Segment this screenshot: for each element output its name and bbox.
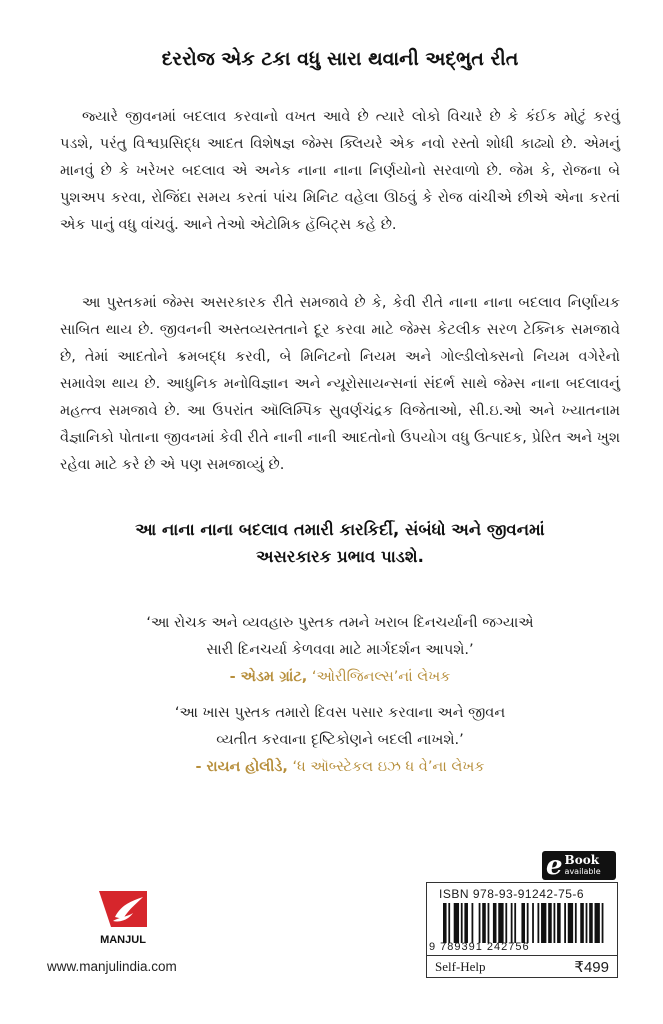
- publisher-name: MANJUL: [100, 934, 146, 946]
- price-label: ₹499: [574, 959, 609, 976]
- category-label: Self-Help: [435, 959, 486, 974]
- emphasis-line-1: આ નાના નાના બદલાવ તમારી કારકિર્દી, સંબંધો અને જીવનમાં: [135, 520, 545, 539]
- isbn-label: ISBN 978-93-91242-75-6: [439, 887, 585, 901]
- ebook-e-letter: e: [546, 850, 563, 881]
- ebook-available-label: available: [564, 866, 601, 876]
- emphasis-line-2: અસરકારક પ્રભાવ પાડશે.: [256, 547, 424, 566]
- quote-2-attribution: [60, 754, 620, 781]
- quote-1-attribution: [60, 664, 620, 691]
- endorsement-quote-1: [60, 610, 620, 691]
- isbn-barcode-box: [426, 882, 618, 978]
- manjul-logo-icon: [93, 887, 153, 947]
- ebook-book-label: Book: [564, 852, 600, 867]
- description-paragraph-2: આ પુસ્તકમાં જેમ્સ અસરકારક રીતે સમજાવે છે કે, કેવી રીતે નાના નાના બદલાવ નિર્ણાયક સાબિત થાય છે. જીવનની અસ્તવ્યસ્તતાને દૂર કરવા માટે જેમ્સ કેટલીક સરળ ટેક્નિક સમજાવે છે, તેમાં આદતોને ક્રમબદ્ધ કરવી, બે મિનિટનો નિયમ અને ગોલ્ડીલોક્સનો નિયમ વગેરેનો સમાવેશ થાય છે. આધુનિક મનોવિજ્ઞાન અને ન્યૂરોસાયન્સનાં સંદર્ભ સાથે જેમ્સ નાના બદલાવનું મહત્ત્વ સમજાવે છે. આ ઉપરાંત ઑલિમ્પિક સુવર્ણચંદ્રક વિજેતાઓ, સી.ઇ.ઓ અને ખ્યાતનામ વૈજ્ઞાનિકો પોતાના જીવનમાં કેવી રીતે નાની નાની આદતોનો ઉપયોગ વધુ ઉત્પાદક, પ્રેરિત અને ખુશ રહેવા માટે કરે છે એ પણ સમજાવ્યું છે.: [60, 295, 620, 473]
- quote-1-author-work: ‘ઓરીજિનલ્સ’નાં લેખક: [311, 669, 451, 685]
- quote-1-author: - એડમ ગ્રાંટ,: [229, 669, 308, 685]
- quote-1-line-1: ‘આ રોચક અને વ્યવહારુ પુસ્તક તમને ખરાબ દિનચર્યાની જગ્યાએ: [146, 615, 534, 631]
- quote-1-line-2: સારી દિનચર્યા કેળવવા માટે માર્ગદર્શન આપશે.’: [206, 642, 474, 658]
- ebook-available-badge: [542, 851, 616, 880]
- quote-2-author-work: ‘ધ ઑબ્સ્ટેકલ ઇઝ ધ વે’ના લેખક: [292, 759, 485, 775]
- quote-2-line-2: વ્યતીત કરવાના દૃષ્ટિકોણને બદલી નાખશે.’: [216, 732, 464, 748]
- barcode-icon: [443, 903, 607, 943]
- description-paragraph-1: જ્યારે જીવનમાં બદલાવ કરવાનો વખત આવે છે ત્યારે લોકો વિચારે છે કે કંઈક મોટું કરવું પડશે, પરંતુ વિશ્વપ્રસિદ્ધ આદત વિશેષજ્ઞ જેમ્સ ક્લિયરે એક નવો રસ્તો શોધી કાઢ્યો છે. એમનું માનવું છે કે ખરેખર બદલાવ એ અનેક નાના નાના નિર્ણયોનો સરવાળો છે. જેમ કે, રોજના બે પુશઅપ કરવા, રોજિંદા સમય કરતાં પાંચ મિનિટ વહેલા ઊઠવું કે રોજ વાંચીએ છીએ એના કરતાં એક પાનું વધુ વાંચવું. આને તેઓ એટોમિક હૅબિટ્સ કહે છે.: [60, 109, 620, 233]
- isbn-footer: [427, 955, 617, 978]
- endorsement-quote-2: [60, 700, 620, 781]
- barcode-numbers: 9 789391 242756: [429, 941, 530, 953]
- publisher-website: www.manjulindia.com: [47, 959, 177, 974]
- book-tagline-heading: દરરોજ એક ટકા વધુ સારા થવાની અદ્ભુત રીત: [161, 48, 519, 70]
- quote-2-line-1: ‘આ ખાસ પુસ્તક તમારો દિવસ પસાર કરવાના અને જીવન: [174, 705, 506, 721]
- emphasis-statement: [60, 516, 620, 570]
- quote-2-author: - રાયન હોલીડે,: [195, 759, 288, 775]
